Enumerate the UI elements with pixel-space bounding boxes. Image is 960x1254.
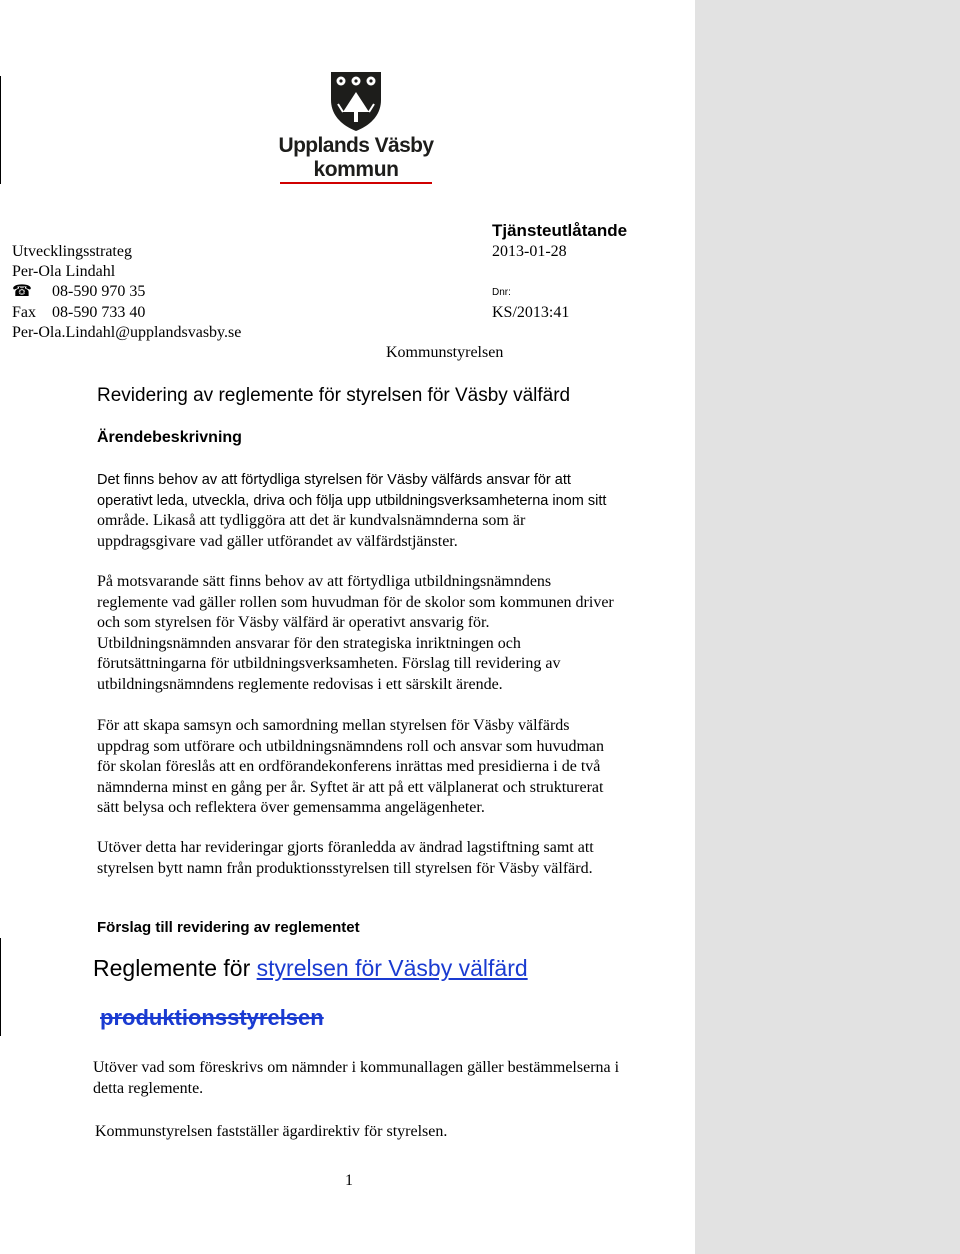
paragraph-line: och som styrelsen för Väsby välfärd är operativt ansvarig för. [97, 614, 490, 631]
paragraph-line: Utöver vad som föreskrivs om nämnder i kommunallagen gäller bestämmelserna i [93, 1059, 620, 1076]
change-bar-title [0, 938, 1, 1036]
municipality-logo [276, 70, 436, 185]
paragraph-line: På motsvarande sätt finns behov av att förtydliga utbildningsnämndens [97, 573, 552, 590]
document-type: Tjänsteutlåtande [492, 221, 628, 240]
paragraph-line: sätt belysa och reflektera över gemensamma angelägenheter. [97, 799, 485, 816]
document-date: 2013-01-28 [492, 243, 567, 260]
dnr-value: KS/2013:41 [492, 304, 570, 321]
paragraph-line: Utöver detta har revideringar gjorts föranledda av ändrad lagstiftning samt att [97, 839, 594, 856]
paragraph-line: reglemente vad gäller rollen som huvudman för de skolor som kommunen driver [97, 593, 614, 611]
paragraph-line: Kommunstyrelsen fastställer ägardirektiv för styrelsen. [95, 1123, 448, 1140]
markup-pane [695, 0, 960, 1254]
deleted-text: produktionsstyrelsen [100, 1005, 324, 1030]
change-bar-header [0, 76, 1, 184]
paragraph-line: För att skapa samsyn och samordning mellan styrelsen för Väsby välfärds [97, 717, 570, 734]
section-heading: Ärendebeskrivning [97, 429, 242, 446]
sender-phone: 08-590 970 35 [52, 283, 146, 300]
paragraph-line: område. Likaså att tydliggöra att det är kundvalsnämnderna som är [97, 512, 526, 529]
sender-email[interactable]: Per-Ola.Lindahl@upplandsvasby.se [12, 324, 242, 341]
recipient: Kommunstyrelsen [386, 344, 504, 361]
sender-phone-row [12, 282, 145, 302]
paragraph-line: Utbildningsnämnden ansvarar för den strategiska inriktningen och [97, 634, 521, 652]
logo-name-line2: kommun [313, 158, 399, 181]
main-title: Revidering av reglemente för styrelsen för Väsby välfärd [97, 385, 571, 406]
sender-fax-row [12, 303, 145, 323]
proposal-heading: Förslag till revidering av reglementet [97, 919, 360, 936]
sender-title: Utvecklingsstrateg [12, 243, 132, 260]
paragraph-line: för skolan föreslås att en ordförandekonferens inrättas med presidierna i de två [97, 758, 601, 775]
sender-name: Per-Ola Lindahl [12, 263, 116, 280]
paragraph-line: detta reglemente. [93, 1079, 204, 1097]
fax-label: Fax [12, 304, 36, 321]
regulation-paragraph-2 [95, 1122, 695, 1143]
paragraph-line: Det finns behov av att förtydliga styrelsen för Väsby välfärds ansvar för att [97, 472, 571, 488]
paragraph-line: förutsättningarna för utbildningsverksamheten. Förslag till revidering av [97, 655, 561, 672]
regulation-paragraph-1 [93, 1058, 693, 1099]
phone-icon: ☎ [12, 283, 32, 300]
paragraph-4 [97, 838, 697, 879]
paragraph-line: uppdragsgivare vad gäller utförandet av välfärdstjänster. [97, 532, 458, 550]
logo-underline [280, 182, 432, 184]
paragraph-line: utbildningsnämndens reglemente redovisas i ett särskilt ärende. [97, 675, 503, 693]
regulation-title-prefix: Reglemente för [93, 955, 257, 981]
paragraph-1 [97, 470, 697, 552]
paragraph-2 [97, 572, 697, 695]
page-number: 1 [345, 1172, 353, 1189]
coat-of-arms-icon [329, 70, 383, 132]
paragraph-3 [97, 716, 697, 819]
logo-name-line1: Upplands Väsby [278, 134, 434, 157]
inserted-text: styrelsen för Väsby välfärd [256, 955, 528, 981]
regulation-title-deleted [100, 1005, 324, 1031]
regulation-title [93, 955, 528, 982]
dnr-label: Dnr: [492, 287, 511, 298]
paragraph-line: styrelsen bytt namn från produktionsstyrelsen till styrelsen för Väsby välfärd. [97, 859, 593, 877]
sender-fax: 08-590 733 40 [52, 304, 146, 321]
paragraph-line: operativt leda, utveckla, driva och följa upp utbildningsverksamheterna inom sitt [97, 492, 607, 509]
paragraph-line: uppdrag som utförare och utbildningsnämndens roll och ansvar som huvudman [97, 737, 605, 755]
paragraph-line: nämnderna minst en gång per år. Syftet är att på ett välplanerat och strukturerat [97, 778, 604, 796]
